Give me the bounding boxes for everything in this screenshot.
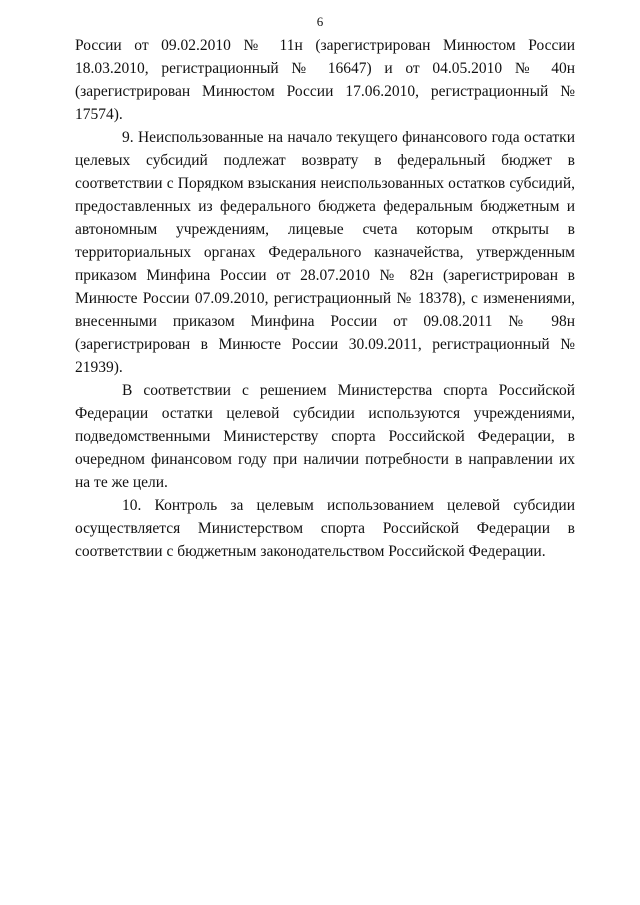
paragraph-continuation: России от 09.02.2010 № 11н (зарегистрирован Минюстом России 18.03.2010, регистрационный № 16647) и от 04.05.2010 № 40н (зарегистрирован Минюстом России 17.06.2010, регистрационный № 17574). bbox=[75, 37, 575, 123]
paragraph-9: 9. Неиспользованные на начало текущего финансового года остатки целевых субсидий подлежат возврату в федеральный бюджет в соответствии с Порядком взыскания неиспользованных остатков субсидий, предоставленных из федерального бюджета федеральным бюджетным и автономным учреждениям, лицевые счета которым открыты в территориальных органах Федерального казначейства, утвержденным приказом Минфина России от 28.07.2010 № 82н (зарегистрирован в Минюсте России 07.09.2010, регистрационный № 18378), с изменениями, внесенными приказом Минфина России от 09.08.2011 № 98н (зарегистрирован в Минюсте России 30.09.2011, регистрационный № 21939). bbox=[75, 129, 575, 376]
page-number: 6 bbox=[316, 14, 324, 29]
document-body bbox=[75, 34, 575, 563]
paragraph-10: 10. Контроль за целевым использованием целевой субсидии осуществляется Министерством спорта Российской Федерации в соответствии с бюджетным законодательством Российской Федерации. bbox=[75, 497, 575, 560]
paragraph-decision: В соответствии с решением Министерства спорта Российской Федерации остатки целевой субсидии используются учреждениями, подведомственными Министерству спорта Российской Федерации, в очередном финансовом году при наличии потребности в направлении их на те же цели. bbox=[75, 382, 575, 491]
